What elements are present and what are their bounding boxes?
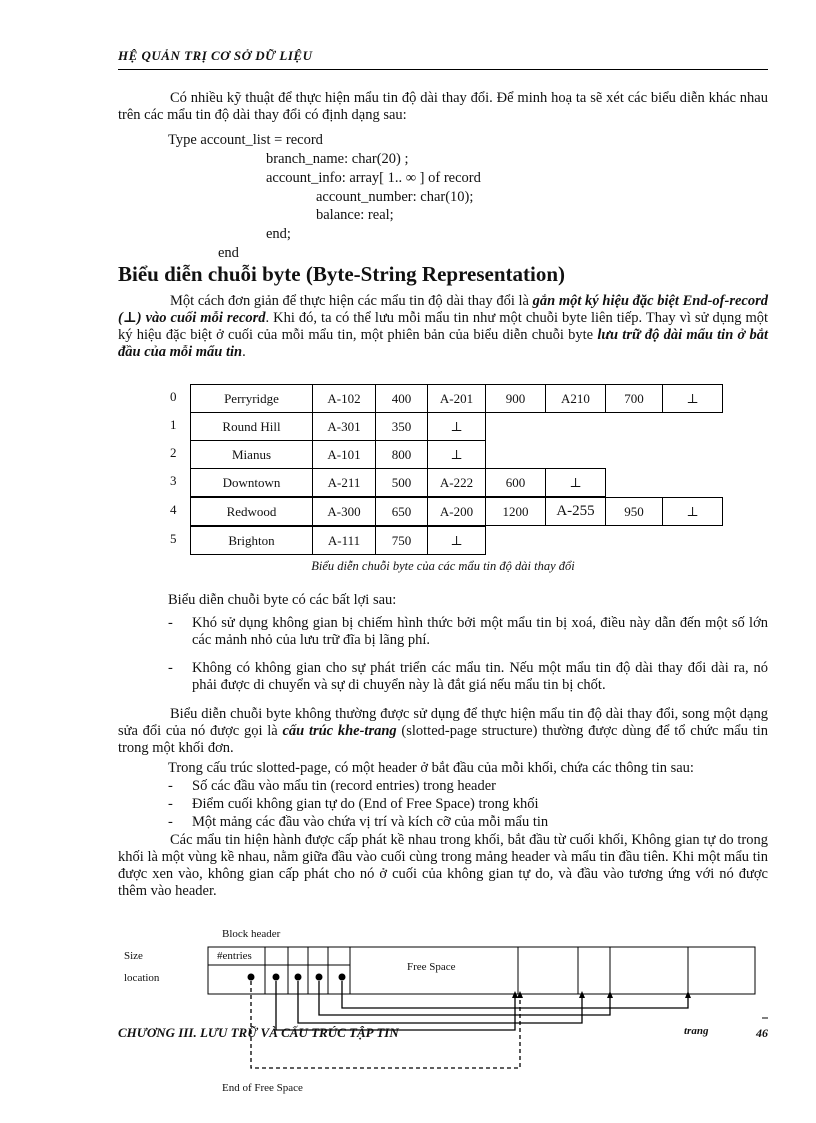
table-cell: Brighton [190, 526, 313, 555]
code-line-6: end; [266, 226, 291, 242]
row-number: 3 [170, 473, 177, 488]
table-cell: A-201 [427, 384, 486, 413]
table-cell: 500 [375, 468, 428, 497]
table-cell: ⊥ [662, 384, 723, 413]
list-item: - Không có không gian cho sự phát triển các mẩu tin. Nếu một mẩu tin độ dài thay đổi dài ra, nó phải được di chuyển và sự di chuyển này là đắt giá nếu mẩu tin bị chốt. [168, 660, 768, 693]
pointer-dots [248, 974, 346, 981]
table-cell: A-255 [545, 497, 606, 526]
paragraph-allocation: Các mẩu tin hiện hành được cấp phát kề nhau trong khối, bắt đầu từ cuối khối, Không gian tự do trong khối là một vùng kề nhau, nằm giữa đầu vào cuối cùng trong mảng header và mẩu tin đầu tiên. Khi một mẩu tin được xen vào, không gian cấp phát cho nó ở cuối của không gian tự do, và đầu vào tương ứng với nó được thêm vào header. [118, 832, 768, 899]
table-cell: A-101 [312, 440, 376, 469]
list-item: - Điểm cuối không gian tự do (End of Free Space) trong khối [168, 796, 539, 812]
code-line-5: balance: real; [316, 207, 394, 223]
table-cell: Downtown [190, 468, 313, 497]
page-number: 46 [756, 1026, 768, 1040]
table-cell: ⊥ [545, 468, 606, 497]
size-label: Size [124, 950, 143, 962]
table-cell: A-111 [312, 526, 376, 555]
table-cell: 600 [485, 468, 546, 497]
table-cell: A-301 [312, 412, 376, 441]
row-number: 4 [170, 502, 177, 517]
code-line-4: account_number: char(10); [316, 189, 474, 205]
table-cell: Redwood [190, 497, 313, 526]
paragraph-header-info: Trong cấu trúc slotted-page, có một header ở bắt đầu của mỗi khối, chứa các thông tin sau: [168, 760, 694, 776]
trang-label: trang [684, 1025, 709, 1037]
table-cell: A-222 [427, 468, 486, 497]
row-number: 1 [170, 417, 177, 432]
disadvantages-intro: Biểu diễn chuỗi byte có các bất lợi sau: [168, 592, 397, 608]
paragraph-byte-string: Một cách đơn giản để thực hiện các mẩu tin độ dài thay đổi là gắn một ký hiệu đặc biệt End-of-record (⊥) vào cuối mỗi record. Khi đó, ta có thể lưu mỗi mẩu tin như một chuỗi byte liên tiếp. Thay vì sử dụng một ký hiệu đặc biệt ở cuối của mỗi mẩu tin, một phiên bản của biểu diễn chuỗi byte lưu trữ độ dài mẩu tin ở bắt đầu của mỗi mẩu tin. [118, 293, 769, 360]
table-cell: 900 [485, 384, 546, 413]
pointer-arrows [276, 981, 688, 1030]
chapter-footer: CHƯƠNG III. LƯU TRỮ VÀ CẤU TRÚC TẬP TIN [118, 1025, 399, 1040]
row-number: 2 [170, 445, 177, 460]
intro-paragraph: Có nhiều kỹ thuật để thực hiện mẩu tin độ dài thay đổi. Để minh hoạ ta sẽ xét các biểu diễn khác nhau trên các mẩu tin độ dài thay đổi có định dạng sau: [118, 90, 768, 123]
table-cell: 800 [375, 440, 428, 469]
table-cell: A-102 [312, 384, 376, 413]
emphasis-end-of-record: gắn một ký hiệu đặc biệt End-of-record (⊥) vào cuối mỗi record [118, 293, 768, 326]
end-of-free-space-label: End of Free Space [222, 1082, 303, 1094]
entries-label: #entries [217, 950, 252, 962]
table-cell: 350 [375, 412, 428, 441]
table-cell: Mianus [190, 440, 313, 469]
running-header: HỆ QUẢN TRỊ CƠ SỞ DỮ LIỆU [118, 48, 313, 63]
paragraph-slotted-page: Biểu diễn chuỗi byte không thường được sử dụng để thực hiện mẩu tin độ dài thay đổi, song một dạng sửa đổi của nó được gọi là cấu trúc khe-trang (slotted-page structure) thường được dùng để tổ chức mẩu tin trong một khối đơn. [118, 706, 769, 756]
table-cell: A-211 [312, 468, 376, 497]
code-line-2: branch_name: char(20) ; [266, 151, 409, 167]
location-label: location [124, 972, 160, 984]
emphasis-slotted-page: cấu trúc khe-trang [282, 723, 397, 739]
table-cell: A-300 [312, 497, 376, 526]
section-heading: Biểu diễn chuỗi byte (Byte-String Representation) [118, 262, 566, 286]
code-line-1: Type account_list = record [168, 132, 323, 148]
table-cell: A-200 [427, 497, 486, 526]
table-cell: Round Hill [190, 412, 313, 441]
row-number: 5 [170, 531, 177, 546]
list-item: - Số các đầu vào mẩu tin (record entries) trong header [168, 778, 496, 794]
block-header-label: Block header [222, 928, 281, 940]
block-outline [208, 947, 755, 994]
list-item: - Một mảng các đầu vào chứa vị trí và kích cỡ của mỗi mẩu tin [168, 814, 549, 830]
table-cell: A210 [545, 384, 606, 413]
table-cell: ⊥ [427, 440, 486, 469]
table-caption: Biểu diễn chuỗi byte của các mẩu tin độ dài thay đổi [311, 559, 575, 573]
table-cell: ⊥ [427, 412, 486, 441]
table-cell: 1200 [485, 497, 546, 526]
table-cell: 950 [605, 497, 663, 526]
table-cell: 750 [375, 526, 428, 555]
table-cell: Perryridge [190, 384, 313, 413]
table-cell: 650 [375, 497, 428, 526]
list-item: - Khó sử dụng không gian bị chiếm hình thức bởi một mẩu tin bị xoá, điều này dẫn đến một số lớn các mảnh nhỏ của lưu trữ đĩa bị lãng phí. [168, 615, 768, 648]
code-line-7: end [218, 245, 239, 261]
code-line-3: account_info: array[ 1.. ∞ ] of record [266, 170, 481, 186]
table-cell: 700 [605, 384, 663, 413]
row-number: 0 [170, 389, 177, 404]
table-cell: ⊥ [427, 526, 486, 555]
emphasis-length-prefix: lưu trữ độ dài mẩu tin ở bắt đầu của mỗi mẩu tin [118, 327, 768, 360]
table-cell: 400 [375, 384, 428, 413]
table-cell: ⊥ [662, 497, 723, 526]
free-space-label: Free Space [407, 961, 456, 973]
